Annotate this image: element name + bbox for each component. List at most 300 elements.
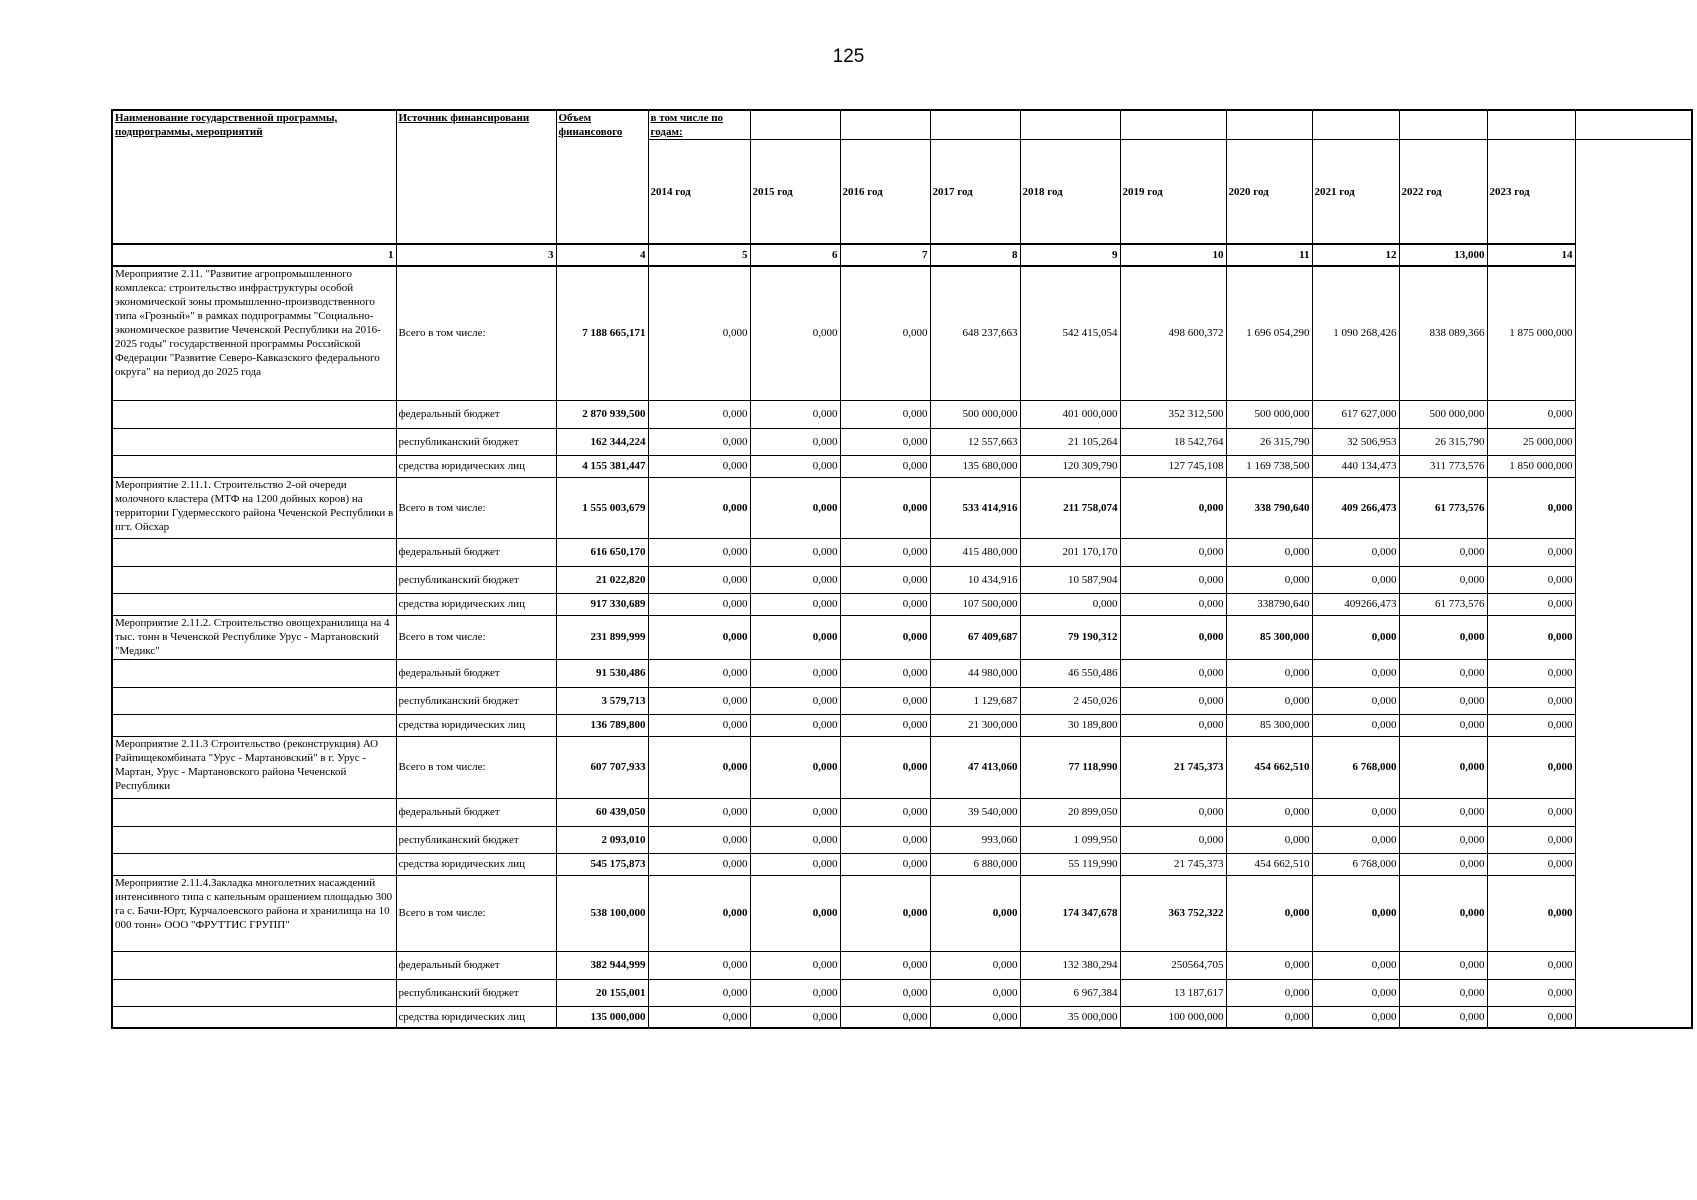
year-amount: 0,000 (648, 798, 750, 826)
measure-name: Мероприятие 2.11.2. Строительство овощехранилища на 4 тыс. тонн в Чеченской Республике Урус - Мартановский "Медикс" (112, 615, 396, 659)
year-amount: 6 967,384 (1020, 979, 1120, 1006)
year-amount: 2 450,026 (1020, 687, 1120, 714)
year-amount: 0,000 (1399, 659, 1487, 687)
year-amount: 0,000 (1226, 659, 1312, 687)
table-row (112, 951, 1692, 979)
table-row (112, 687, 1692, 714)
year-amount: 44 980,000 (930, 659, 1020, 687)
year-amount: 85 300,000 (1226, 714, 1312, 736)
year-amount: 0,000 (750, 428, 840, 455)
year-amount: 21 745,373 (1120, 736, 1226, 798)
year-amount: 0,000 (1399, 714, 1487, 736)
year-amount: 352 312,500 (1120, 400, 1226, 428)
year-amount: 0,000 (648, 687, 750, 714)
year-amount: 61 773,576 (1399, 477, 1487, 538)
year-amount: 39 540,000 (930, 798, 1020, 826)
total-amount: 231 899,999 (556, 615, 648, 659)
year-amount: 0,000 (1399, 798, 1487, 826)
year-amount: 0,000 (840, 428, 930, 455)
year-amount: 250564,705 (1120, 951, 1226, 979)
year-amount: 0,000 (1487, 736, 1575, 798)
header-year: 2014 год (648, 140, 750, 245)
year-amount: 6 768,000 (1312, 853, 1399, 875)
year-amount: 454 662,510 (1226, 853, 1312, 875)
total-amount: 136 789,800 (556, 714, 648, 736)
header-blank-cell (1399, 110, 1487, 140)
year-amount: 0,000 (750, 659, 840, 687)
year-amount: 55 119,990 (1020, 853, 1120, 875)
header-blank-cell (1312, 110, 1399, 140)
year-amount: 0,000 (648, 566, 750, 593)
funding-source: Всего в том числе: (396, 736, 556, 798)
table-row (112, 593, 1692, 615)
year-amount: 0,000 (1399, 736, 1487, 798)
year-amount: 0,000 (1399, 853, 1487, 875)
year-amount: 0,000 (1312, 687, 1399, 714)
year-amount: 311 773,576 (1399, 455, 1487, 477)
year-amount: 993,060 (930, 826, 1020, 853)
year-amount: 0,000 (1312, 566, 1399, 593)
year-amount: 21 105,264 (1020, 428, 1120, 455)
year-amount: 18 542,764 (1120, 428, 1226, 455)
year-amount: 0,000 (840, 714, 930, 736)
total-amount: 2 870 939,500 (556, 400, 648, 428)
year-amount: 0,000 (750, 951, 840, 979)
total-amount: 616 650,170 (556, 538, 648, 566)
year-amount: 0,000 (1487, 538, 1575, 566)
year-amount: 0,000 (840, 455, 930, 477)
measure-name-empty (112, 1006, 396, 1028)
year-amount: 0,000 (750, 455, 840, 477)
funding-source: Всего в том числе: (396, 615, 556, 659)
year-amount: 0,000 (930, 1006, 1020, 1028)
year-amount: 0,000 (750, 687, 840, 714)
total-amount: 162 344,224 (556, 428, 648, 455)
funding-source: средства юридических лиц (396, 1006, 556, 1028)
measure-name-empty (112, 566, 396, 593)
year-amount: 79 190,312 (1020, 615, 1120, 659)
measure-name-empty (112, 400, 396, 428)
year-amount: 0,000 (648, 538, 750, 566)
year-amount: 1 850 000,000 (1487, 455, 1575, 477)
year-amount: 0,000 (1399, 687, 1487, 714)
year-amount: 0,000 (1312, 714, 1399, 736)
year-amount: 0,000 (750, 566, 840, 593)
total-amount: 21 022,820 (556, 566, 648, 593)
year-amount: 1 129,687 (930, 687, 1020, 714)
year-amount: 648 237,663 (930, 266, 1020, 400)
year-amount: 0,000 (840, 798, 930, 826)
funding-source: республиканский бюджет (396, 428, 556, 455)
measure-name: Мероприятие 2.11.1. Строительство 2-ой очереди молочного кластера (МТФ на 1200 дойных коров) на территории Гудермесского района Чеченской Республики в пгт. Ойсхар (112, 477, 396, 538)
header-name-col: Наименование государственной программы, подпрограммы, мероприятий (112, 110, 396, 244)
column-number: 11 (1226, 244, 1312, 266)
year-amount: 0,000 (1487, 826, 1575, 853)
column-number: 12 (1312, 244, 1399, 266)
year-amount: 0,000 (840, 659, 930, 687)
funding-source: средства юридических лиц (396, 455, 556, 477)
year-amount: 0,000 (750, 826, 840, 853)
funding-source: средства юридических лиц (396, 593, 556, 615)
year-amount: 0,000 (1312, 538, 1399, 566)
year-amount: 0,000 (750, 477, 840, 538)
table-row (112, 798, 1692, 826)
year-amount: 0,000 (1487, 659, 1575, 687)
year-amount: 0,000 (1487, 798, 1575, 826)
year-amount: 0,000 (840, 826, 930, 853)
year-amount: 0,000 (750, 400, 840, 428)
year-amount: 0,000 (1226, 979, 1312, 1006)
total-amount: 7 188 665,171 (556, 266, 648, 400)
header-year: 2015 год (750, 140, 840, 245)
year-amount: 26 315,790 (1399, 428, 1487, 455)
header-years-group: в том числе по годам: (648, 110, 750, 140)
year-amount: 0,000 (648, 853, 750, 875)
year-amount: 0,000 (840, 538, 930, 566)
year-amount: 0,000 (1120, 659, 1226, 687)
year-amount: 127 745,108 (1120, 455, 1226, 477)
year-amount: 10 587,904 (1020, 566, 1120, 593)
year-amount: 0,000 (1120, 826, 1226, 853)
table-row-total (112, 266, 1692, 400)
funding-source: республиканский бюджет (396, 826, 556, 853)
year-amount: 6 768,000 (1312, 736, 1399, 798)
total-amount: 135 000,000 (556, 1006, 648, 1028)
funding-source: федеральный бюджет (396, 659, 556, 687)
year-amount: 0,000 (1312, 1006, 1399, 1028)
measure-name: Мероприятие 2.11.3 Строительство (реконструкция) АО Райпищекомбината "Урус - Мартановский" в г. Урус - Мартан, Урус - Мартановского района Чеченской Республики (112, 736, 396, 798)
header-year: 2022 год (1399, 140, 1487, 245)
year-amount: 0,000 (1120, 538, 1226, 566)
year-amount: 838 089,366 (1399, 266, 1487, 400)
table-body (112, 110, 1692, 1028)
column-number: 7 (840, 244, 930, 266)
year-amount: 0,000 (1226, 875, 1312, 951)
total-amount: 1 555 003,679 (556, 477, 648, 538)
year-amount: 6 880,000 (930, 853, 1020, 875)
header-year: 2023 год (1487, 140, 1575, 245)
year-amount: 0,000 (1312, 615, 1399, 659)
funding-source: Всего в том числе: (396, 266, 556, 400)
column-number: 14 (1487, 244, 1575, 266)
year-amount: 498 600,372 (1120, 266, 1226, 400)
year-amount: 0,000 (840, 477, 930, 538)
year-amount: 26 315,790 (1226, 428, 1312, 455)
year-amount: 0,000 (750, 798, 840, 826)
table-row (112, 979, 1692, 1006)
year-amount: 0,000 (1226, 1006, 1312, 1028)
year-amount: 0,000 (1120, 798, 1226, 826)
year-amount: 0,000 (1399, 566, 1487, 593)
funding-source: республиканский бюджет (396, 566, 556, 593)
year-amount: 20 899,050 (1020, 798, 1120, 826)
year-amount: 0,000 (750, 593, 840, 615)
year-amount: 0,000 (1312, 979, 1399, 1006)
measure-name-empty (112, 979, 396, 1006)
year-amount: 0,000 (840, 615, 930, 659)
year-amount: 0,000 (1487, 714, 1575, 736)
funding-source: средства юридических лиц (396, 853, 556, 875)
year-amount: 0,000 (1487, 687, 1575, 714)
year-amount: 0,000 (1487, 566, 1575, 593)
year-amount: 542 415,054 (1020, 266, 1120, 400)
column-number: 1 (112, 244, 396, 266)
year-amount: 0,000 (1487, 615, 1575, 659)
header-blank-cell (1020, 110, 1120, 140)
year-amount: 211 758,074 (1020, 477, 1120, 538)
year-amount: 0,000 (1120, 687, 1226, 714)
header-year: 2019 год (1120, 140, 1226, 245)
header-year: 2018 год (1020, 140, 1120, 245)
year-amount: 500 000,000 (1399, 400, 1487, 428)
funding-source: средства юридических лиц (396, 714, 556, 736)
year-amount: 0,000 (1399, 979, 1487, 1006)
measure-name-empty (112, 659, 396, 687)
year-amount: 0,000 (750, 1006, 840, 1028)
table-row (112, 659, 1692, 687)
year-amount: 0,000 (1487, 951, 1575, 979)
measure-name-empty (112, 593, 396, 615)
column-number: 5 (648, 244, 750, 266)
year-amount: 1 875 000,000 (1487, 266, 1575, 400)
year-amount: 21 745,373 (1120, 853, 1226, 875)
year-amount: 174 347,678 (1020, 875, 1120, 951)
year-amount: 0,000 (1399, 875, 1487, 951)
table-row (112, 428, 1692, 455)
measure-name-empty (112, 687, 396, 714)
year-amount: 0,000 (648, 875, 750, 951)
year-amount: 0,000 (840, 266, 930, 400)
table-row (112, 455, 1692, 477)
year-amount: 0,000 (750, 538, 840, 566)
table-row (112, 538, 1692, 566)
year-amount: 201 170,170 (1020, 538, 1120, 566)
total-amount: 20 155,001 (556, 979, 648, 1006)
table-row (112, 400, 1692, 428)
total-amount: 3 579,713 (556, 687, 648, 714)
year-amount: 0,000 (840, 593, 930, 615)
year-amount: 0,000 (1487, 400, 1575, 428)
year-amount: 0,000 (1312, 659, 1399, 687)
header-blank-cell (1575, 110, 1692, 140)
table-row-total (112, 875, 1692, 951)
year-amount: 0,000 (648, 455, 750, 477)
total-amount: 917 330,689 (556, 593, 648, 615)
year-amount: 107 500,000 (930, 593, 1020, 615)
year-amount: 0,000 (930, 875, 1020, 951)
year-amount: 0,000 (1226, 566, 1312, 593)
year-amount: 0,000 (1487, 477, 1575, 538)
column-number: 4 (556, 244, 648, 266)
column-number: 6 (750, 244, 840, 266)
header-blank-cell (1226, 110, 1312, 140)
column-number: 13,000 (1399, 244, 1487, 266)
table-row (112, 853, 1692, 875)
year-amount: 0,000 (1399, 1006, 1487, 1028)
year-amount: 85 300,000 (1226, 615, 1312, 659)
year-amount: 0,000 (648, 593, 750, 615)
year-amount: 0,000 (1226, 798, 1312, 826)
column-number: 8 (930, 244, 1020, 266)
year-amount: 135 680,000 (930, 455, 1020, 477)
year-amount: 0,000 (750, 266, 840, 400)
year-amount: 0,000 (930, 979, 1020, 1006)
measure-name: Мероприятие 2.11. "Развитие агропромышленного комплекса: строительство инфраструктуры особой экономической зоны промышленно-производственного типа «Грозный»" в рамках подпрограммы "Социально-экономическое развитие Чеченской Республики на 2016-2025 годы" государственной программы Российской Федерации "Развитие Северо-Кавказского федерального округа" на период до 2025 года (112, 266, 396, 400)
funding-source: Всего в том числе: (396, 477, 556, 538)
year-amount: 30 189,800 (1020, 714, 1120, 736)
year-amount: 338790,640 (1226, 593, 1312, 615)
table-row (112, 566, 1692, 593)
year-amount: 0,000 (648, 736, 750, 798)
total-amount: 382 944,999 (556, 951, 648, 979)
measure-name-empty (112, 714, 396, 736)
year-amount: 1 090 268,426 (1312, 266, 1399, 400)
year-amount: 0,000 (1120, 593, 1226, 615)
funding-source: Всего в том числе: (396, 875, 556, 951)
header-row-top (112, 110, 1692, 140)
year-amount: 0,000 (648, 951, 750, 979)
year-amount: 0,000 (1312, 798, 1399, 826)
year-amount: 0,000 (648, 266, 750, 400)
year-amount: 0,000 (1487, 875, 1575, 951)
year-amount: 0,000 (840, 875, 930, 951)
year-amount: 0,000 (840, 951, 930, 979)
year-amount: 0,000 (840, 400, 930, 428)
year-amount: 0,000 (1226, 951, 1312, 979)
year-amount: 1 696 054,290 (1226, 266, 1312, 400)
year-amount: 415 480,000 (930, 538, 1020, 566)
year-amount: 0,000 (1312, 875, 1399, 951)
year-amount: 0,000 (648, 615, 750, 659)
year-amount: 0,000 (1312, 951, 1399, 979)
year-amount: 0,000 (840, 853, 930, 875)
year-amount: 0,000 (1226, 826, 1312, 853)
table-row (112, 714, 1692, 736)
funding-source: республиканский бюджет (396, 979, 556, 1006)
year-amount: 409266,473 (1312, 593, 1399, 615)
measure-name-empty (112, 951, 396, 979)
funding-source: федеральный бюджет (396, 951, 556, 979)
measure-name-empty (112, 428, 396, 455)
header-blank-cell (840, 110, 930, 140)
table-row (112, 1006, 1692, 1028)
year-amount: 0,000 (1399, 826, 1487, 853)
header-year: 2021 год (1312, 140, 1399, 245)
year-amount: 100 000,000 (1120, 1006, 1226, 1028)
funding-source: федеральный бюджет (396, 798, 556, 826)
year-amount: 0,000 (1120, 714, 1226, 736)
year-amount: 0,000 (1487, 979, 1575, 1006)
year-amount: 0,000 (840, 1006, 930, 1028)
year-amount: 338 790,640 (1226, 477, 1312, 538)
year-amount: 35 000,000 (1020, 1006, 1120, 1028)
year-amount: 67 409,687 (930, 615, 1020, 659)
year-amount: 25 000,000 (1487, 428, 1575, 455)
funding-source: федеральный бюджет (396, 538, 556, 566)
year-amount: 0,000 (648, 714, 750, 736)
page-number: 125 (832, 46, 865, 67)
table-row (112, 826, 1692, 853)
year-amount: 0,000 (1487, 593, 1575, 615)
year-amount: 401 000,000 (1020, 400, 1120, 428)
header-volume-col: Объем финансового (556, 110, 648, 244)
year-amount: 77 118,990 (1020, 736, 1120, 798)
year-amount: 0,000 (750, 853, 840, 875)
total-amount: 607 707,933 (556, 736, 648, 798)
year-amount: 32 506,953 (1312, 428, 1399, 455)
year-amount: 0,000 (750, 615, 840, 659)
table-row-total (112, 615, 1692, 659)
year-amount: 0,000 (930, 951, 1020, 979)
total-amount: 4 155 381,447 (556, 455, 648, 477)
total-amount: 538 100,000 (556, 875, 648, 951)
column-number: 3 (396, 244, 556, 266)
total-amount: 91 530,486 (556, 659, 648, 687)
measure-name-empty (112, 538, 396, 566)
year-amount: 0,000 (648, 979, 750, 1006)
measure-name-empty (112, 853, 396, 875)
year-amount: 0,000 (648, 428, 750, 455)
year-amount: 0,000 (1399, 615, 1487, 659)
year-amount: 0,000 (1487, 1006, 1575, 1028)
year-amount: 21 300,000 (930, 714, 1020, 736)
funding-source: федеральный бюджет (396, 400, 556, 428)
year-amount: 0,000 (840, 979, 930, 1006)
year-amount: 0,000 (1312, 826, 1399, 853)
measure-name-empty (112, 798, 396, 826)
year-amount: 0,000 (1399, 538, 1487, 566)
column-number: 9 (1020, 244, 1120, 266)
total-amount: 2 093,010 (556, 826, 648, 853)
funding-source: республиканский бюджет (396, 687, 556, 714)
year-amount: 13 187,617 (1120, 979, 1226, 1006)
year-amount: 0,000 (648, 659, 750, 687)
measure-name-empty (112, 455, 396, 477)
year-amount: 0,000 (1120, 477, 1226, 538)
year-amount: 617 627,000 (1312, 400, 1399, 428)
header-blank-cell (750, 110, 840, 140)
year-amount: 500 000,000 (1226, 400, 1312, 428)
year-amount: 363 752,322 (1120, 875, 1226, 951)
table-row-total (112, 736, 1692, 798)
total-amount: 60 439,050 (556, 798, 648, 826)
year-amount: 132 380,294 (1020, 951, 1120, 979)
year-amount: 0,000 (648, 826, 750, 853)
year-amount: 0,000 (648, 400, 750, 428)
year-amount: 12 557,663 (930, 428, 1020, 455)
year-amount: 0,000 (1399, 951, 1487, 979)
header-year: 2020 год (1226, 140, 1312, 245)
header-year: 2016 год (840, 140, 930, 245)
year-amount: 1 099,950 (1020, 826, 1120, 853)
year-amount: 409 266,473 (1312, 477, 1399, 538)
year-amount: 0,000 (750, 979, 840, 1006)
year-amount: 0,000 (648, 477, 750, 538)
year-amount: 0,000 (1120, 566, 1226, 593)
year-amount: 1 169 738,500 (1226, 455, 1312, 477)
year-amount: 0,000 (1226, 538, 1312, 566)
year-amount: 46 550,486 (1020, 659, 1120, 687)
year-amount: 0,000 (1487, 853, 1575, 875)
year-amount: 120 309,790 (1020, 455, 1120, 477)
total-amount: 545 175,873 (556, 853, 648, 875)
year-amount: 454 662,510 (1226, 736, 1312, 798)
measure-name: Мероприятие 2.11.4.Закладка многолетних насаждений интенсивного типа с капельным орашением площадью 300 га с. Бачи-Юрт, Курчалоевского района и хранилища на 10 000 тонн» ООО "ФРУТТИС ГРУПП" (112, 875, 396, 951)
year-amount: 0,000 (840, 687, 930, 714)
year-amount: 0,000 (750, 714, 840, 736)
year-amount: 61 773,576 (1399, 593, 1487, 615)
year-amount: 47 413,060 (930, 736, 1020, 798)
